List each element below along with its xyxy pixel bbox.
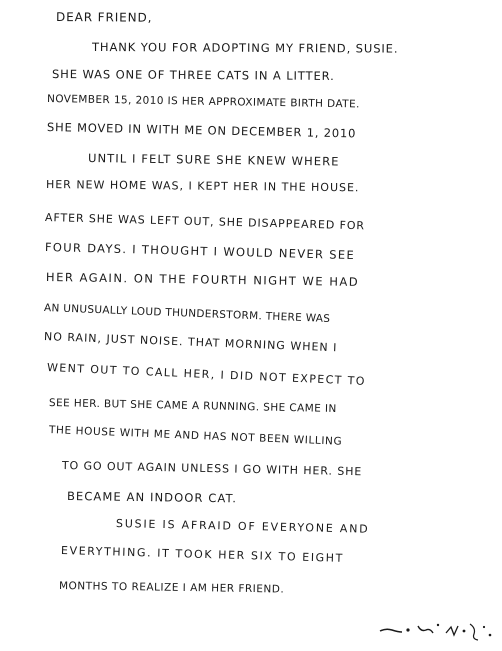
letter-salutation: DEAR FRIEND, [55, 10, 153, 25]
letter-line: AN UNUSUALLY LOUD THUNDERSTORM. THERE WAS [43, 302, 331, 325]
letter-line: AFTER SHE WAS LEFT OUT, SHE DISAPPEARED FOR [44, 211, 366, 233]
letter-line: SUSIE IS AFRAID OF EVERYONE AND [115, 517, 370, 536]
ink-smudge-marks [362, 611, 502, 651]
letter-line: NOVEMBER 15, 2010 IS HER APPROXIMATE BIRTH DATE. [46, 93, 360, 111]
letter-line: UNTIL I FELT SURE SHE KNEW WHERE [87, 151, 340, 169]
letter-line: HER NEW HOME WAS, I KEPT HER IN THE HOUSE. [45, 178, 360, 195]
letter-line: SHE MOVED IN WITH ME ON DECEMBER 1, 2010 [46, 120, 357, 141]
letter-line: WENT OUT TO CALL HER, I DID NOT EXPECT TO [46, 361, 367, 388]
letter-line: THE HOUSE WITH ME AND HAS NOT BEEN WILLING [48, 424, 343, 448]
letter-line: BECAME AN INDOOR CAT. [66, 489, 238, 506]
letter-line: SEE HER. BUT SHE CAME A RUNNING. SHE CAME IN [48, 397, 337, 416]
letter-line: MONTHS TO REALIZE I AM HER FRIEND. [58, 580, 285, 596]
letter-line: TO GO OUT AGAIN UNLESS I GO WITH HER. SHE [61, 459, 363, 479]
letter-line: THANK YOU FOR ADOPTING MY FRIEND, SUSIE. [91, 40, 399, 56]
letter-line: FOUR DAYS. I THOUGHT I WOULD NEVER SEE [44, 240, 356, 263]
letter-line: NO RAIN, JUST NOISE. THAT MORNING WHEN I [43, 330, 338, 355]
letter-line: SHE WAS ONE OF THREE CATS IN A LITTER. [51, 67, 335, 83]
letter-line: HER AGAIN. ON THE FOURTH NIGHT WE HAD [45, 270, 360, 289]
letter-line: EVERYTHING. IT TOOK HER SIX TO EIGHT [60, 544, 345, 565]
